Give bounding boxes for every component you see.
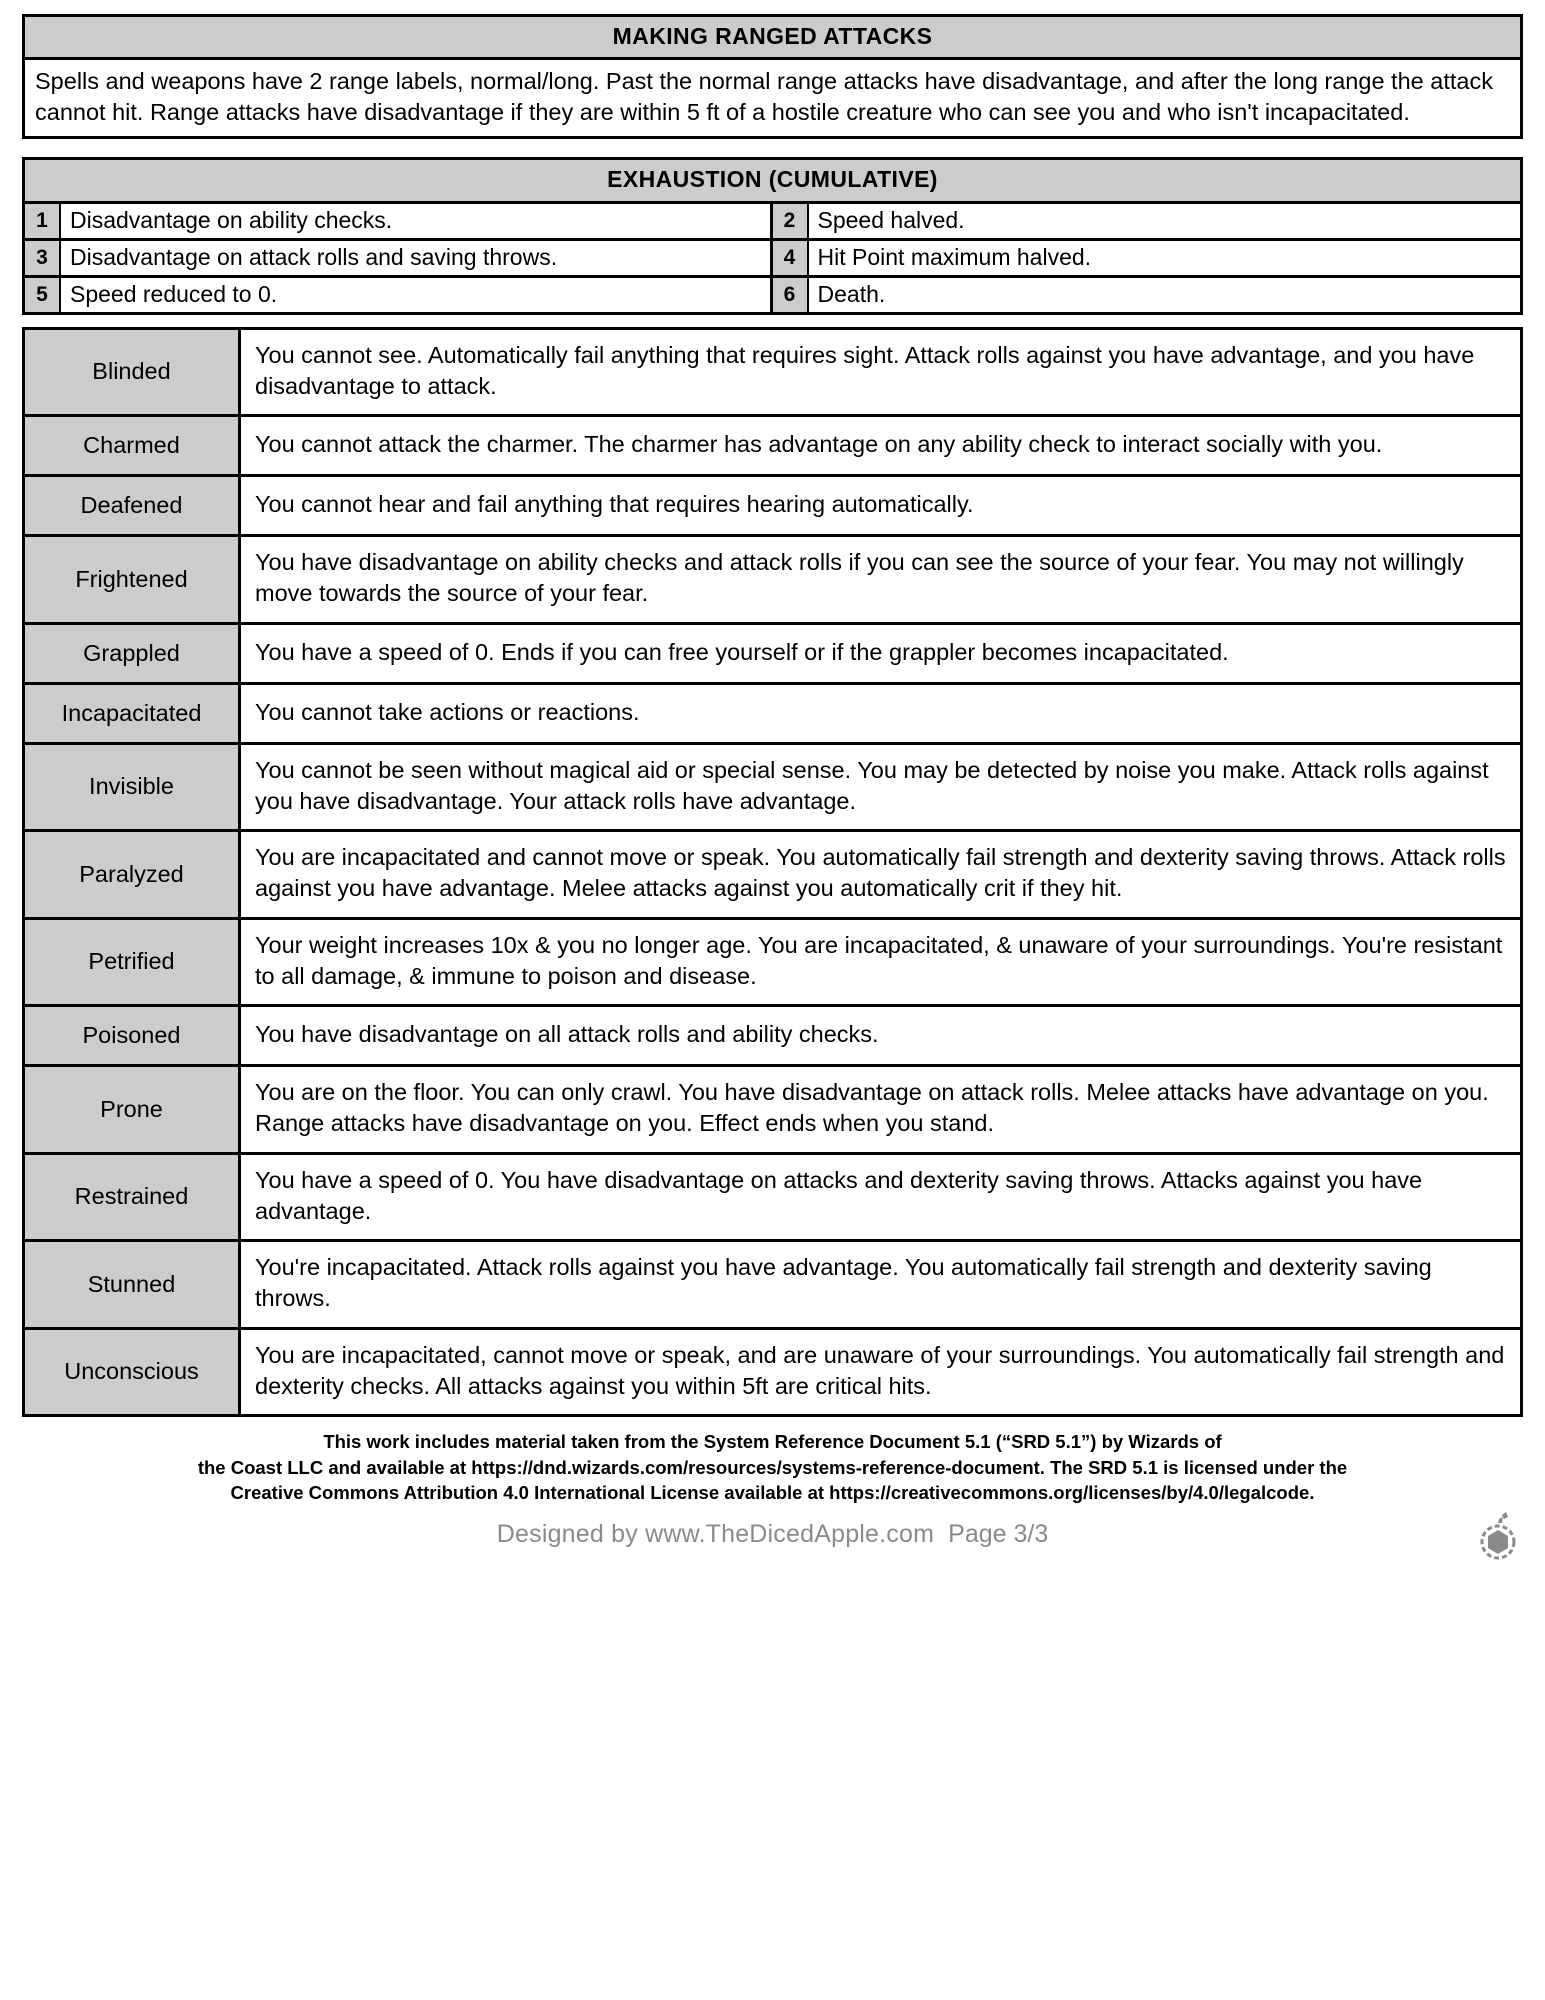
table-row: [25, 1067, 1520, 1155]
condition-description: You are incapacitated, cannot move or speak, and are unaware of your surroundings. You automatically fail strength and dexterity checks. All attacks against you within 5ft are critical hits.: [255, 1341, 1505, 1399]
table-row: [25, 1242, 1520, 1330]
condition-description: You have a speed of 0. You have disadvantage on attacks and dexterity saving throws. Attacks against you have advantage.: [255, 1166, 1423, 1224]
condition-name: Petrified: [25, 920, 241, 1005]
condition-name: Paralyzed: [25, 832, 241, 917]
diced-apple-logo-icon: [1475, 1512, 1521, 1562]
exhaustion-level-effect: Hit Point maximum halved.: [817, 243, 1092, 270]
condition-description: You have a speed of 0. Ends if you can free yourself or if the grappler becomes incapacitated.: [255, 638, 1229, 665]
condition-name: Blinded: [25, 330, 241, 415]
exhaustion-level-number: 3: [25, 241, 61, 275]
condition-description: You have disadvantage on all attack rolls and ability checks.: [255, 1021, 879, 1047]
ranged-attacks-body: Spells and weapons have 2 range labels, normal/long. Past the normal range attacks have disadvantage, and after the long range the attack cannot hit. Range attacks have disadvantage if they are within 5 ft of a hostile creature who can see you and who isn't incapacitated.: [35, 68, 1493, 126]
table-row: [25, 537, 1520, 625]
table-row: [25, 1155, 1520, 1243]
condition-name: Incapacitated: [25, 685, 241, 742]
condition-description: You are on the floor. You can only crawl. You have disadvantage on attack rolls. Melee attacks have advantage on you. Range attacks have disadvantage on you. Effect ends when you stand.: [255, 1079, 1489, 1137]
srd-attribution-line-2: the Coast LLC and available at https://dnd.wizards.com/resources/systems-reference-document. The SRD 5.1 is licensed under the: [197, 1456, 1348, 1478]
condition-name: Restrained: [25, 1155, 241, 1240]
condition-description: You cannot see. Automatically fail anything that requires sight. Attack rolls against you have advantage, and you have disadvantage to attack.: [255, 341, 1475, 399]
table-row: [25, 745, 1520, 833]
condition-name: Invisible: [25, 745, 241, 830]
table-row: [25, 477, 1520, 537]
condition-name: Stunned: [25, 1242, 241, 1327]
exhaustion-level-number: 5: [25, 278, 61, 312]
exhaustion-level-effect: Death.: [817, 280, 886, 307]
condition-description: You are incapacitated and cannot move or speak. You automatically fail strength and dexterity saving throws. Attack rolls against you have advantage. Melee attacks against you automatically crit if they hit.: [255, 844, 1506, 902]
condition-description: You cannot attack the charmer. The charmer has advantage on any ability check to interact socially with you.: [255, 431, 1383, 457]
table-row: [25, 1330, 1520, 1415]
ranged-attacks-title: MAKING RANGED ATTACKS: [25, 17, 1520, 60]
ranged-attacks-panel: [22, 14, 1523, 139]
exhaustion-level-number: 4: [773, 241, 809, 275]
condition-description: You cannot take actions or reactions.: [255, 698, 640, 725]
exhaustion-panel: [22, 157, 1523, 314]
exhaustion-level-effect: Disadvantage on ability checks.: [70, 206, 393, 233]
table-row: [25, 625, 1520, 685]
condition-description: Your weight increases 10x & you no longer age. You are incapacitated, & unaware of your surroundings. You're resistant to all damage, & immune to poison and disease.: [255, 931, 1503, 989]
condition-name: Poisoned: [25, 1007, 241, 1064]
designer-credit: Designed by www.TheDicedApple.com: [496, 1519, 935, 1548]
credit-bar: [22, 1506, 1523, 1549]
table-row: [25, 417, 1520, 477]
exhaustion-row: [25, 278, 773, 312]
condition-name: Prone: [25, 1067, 241, 1152]
exhaustion-row: [25, 204, 773, 241]
exhaustion-row: [25, 241, 773, 278]
exhaustion-row: [773, 278, 1521, 312]
condition-name: Charmed: [25, 417, 241, 474]
condition-name: Frightened: [25, 537, 241, 622]
srd-attribution-line-3: Creative Commons Attribution 4.0 International License available at https://creativecommons.org/licenses/by/4.0/legalcode.: [230, 1482, 1315, 1504]
condition-name: Grappled: [25, 625, 241, 682]
condition-description: You cannot hear and fail anything that requires hearing automatically.: [255, 491, 974, 517]
exhaustion-level-effect: Disadvantage on attack rolls and saving throws.: [70, 243, 558, 270]
srd-attribution: [22, 1417, 1523, 1506]
exhaustion-row: [773, 241, 1521, 278]
condition-description: You have disadvantage on ability checks and attack rolls if you can see the source of your fear. You may not willingly move towards the source of your fear.: [255, 549, 1464, 607]
exhaustion-grid: [25, 204, 1520, 312]
page-number: Page 3/3: [948, 1519, 1049, 1548]
condition-description: You're incapacitated. Attack rolls against you have advantage. You automatically fail strength and dexterity saving throws.: [255, 1254, 1432, 1312]
exhaustion-level-effect: Speed reduced to 0.: [70, 280, 278, 307]
conditions-table: [22, 327, 1523, 1418]
exhaustion-row: [773, 204, 1521, 241]
exhaustion-level-number: 1: [25, 204, 61, 238]
table-row: [25, 1007, 1520, 1067]
exhaustion-level-number: 6: [773, 278, 809, 312]
exhaustion-level-effect: Speed halved.: [817, 206, 965, 233]
condition-name: Unconscious: [25, 1330, 241, 1415]
table-row: [25, 832, 1520, 920]
exhaustion-title: EXHAUSTION (CUMULATIVE): [25, 160, 1520, 203]
exhaustion-level-number: 2: [773, 204, 809, 238]
condition-description: You cannot be seen without magical aid or special sense. You may be detected by noise you make. Attack rolls against you have disadvantage. Your attack rolls have advantage.: [255, 756, 1489, 814]
condition-name: Deafened: [25, 477, 241, 534]
srd-attribution-line-1: This work includes material taken from the System Reference Document 5.1 (“SRD 5.1”) by Wizards of: [323, 1431, 1222, 1453]
table-row: [25, 920, 1520, 1008]
table-row: [25, 330, 1520, 418]
table-row: [25, 685, 1520, 745]
